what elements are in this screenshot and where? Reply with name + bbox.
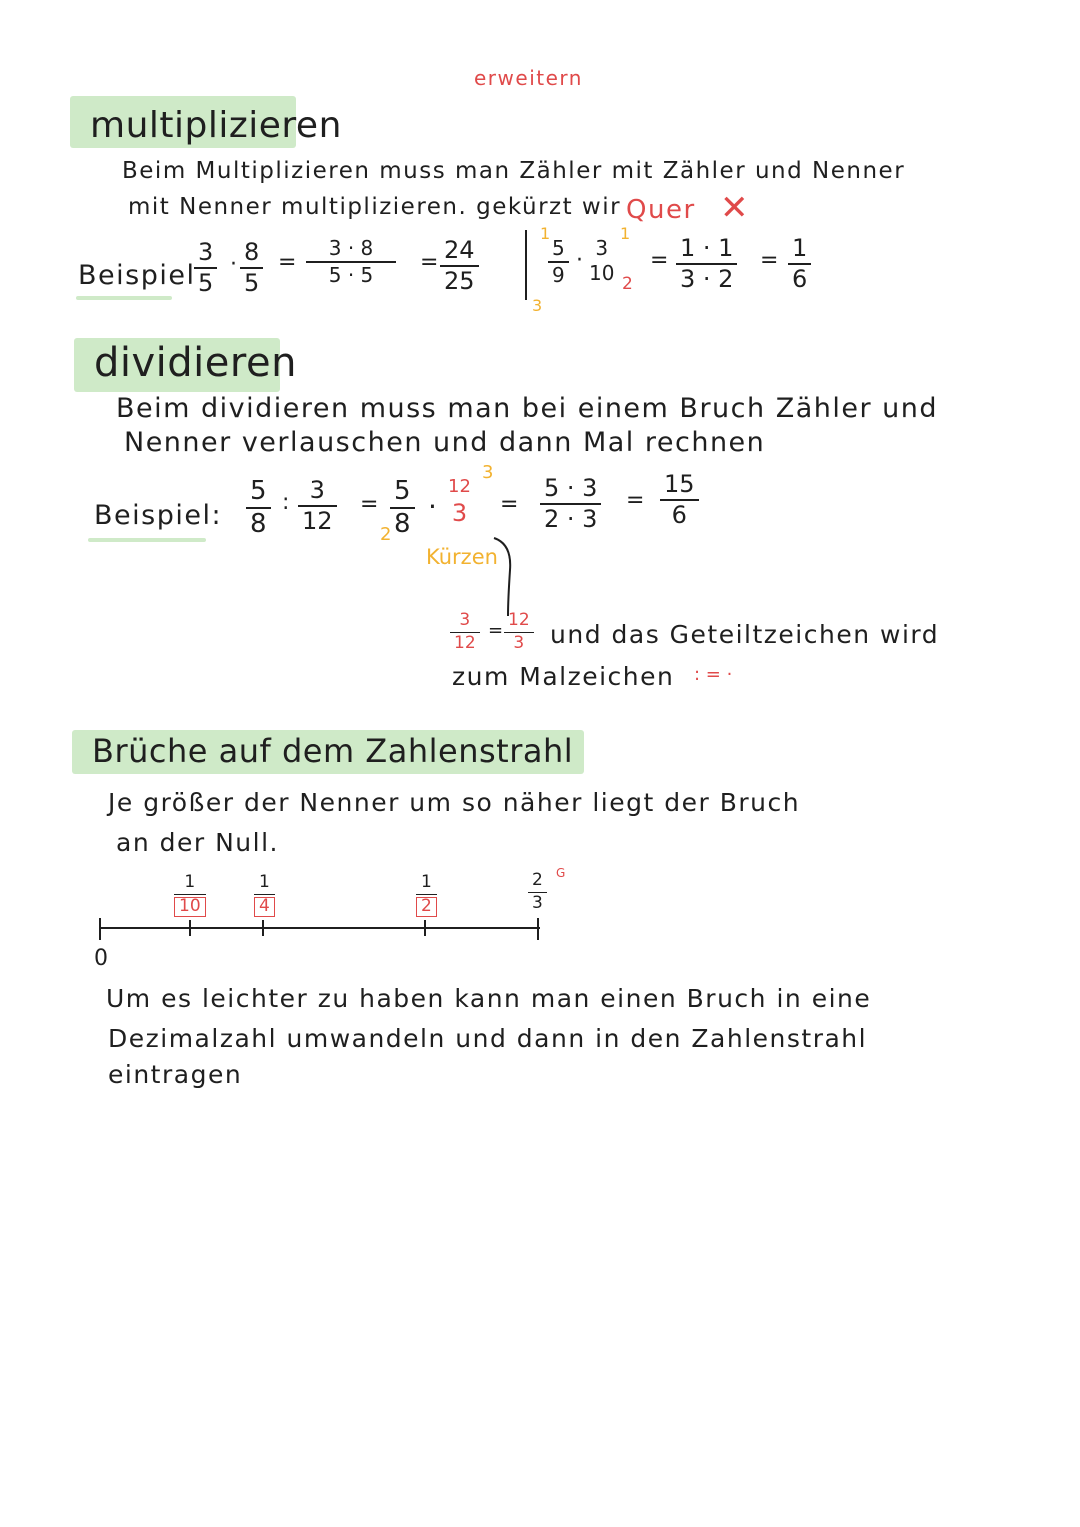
numberline-line2: an der Null. bbox=[116, 828, 279, 857]
div-dot: · bbox=[428, 490, 437, 523]
mult-cancel-1: 1 bbox=[540, 224, 551, 243]
note-symbols: : = · bbox=[694, 664, 733, 685]
kuerzen-label: Kürzen bbox=[426, 545, 498, 569]
multiply-line1: Beim Multiplizieren muss man Zähler mit Zähler und Nenner bbox=[122, 158, 906, 184]
div-cancel-2: 2 bbox=[380, 524, 392, 545]
divide-example-label: Beispiel: bbox=[94, 500, 223, 531]
numberline-zero: 0 bbox=[94, 946, 108, 971]
tick-label-3: $\frac{1}{2}$ bbox=[416, 874, 437, 917]
multiply-line2: mit Nenner multiplizieren. gekürzt wir bbox=[128, 194, 622, 220]
outro-line2: Dezimalzahl umwandeln und dann in den Zahlenstrahl bbox=[108, 1024, 868, 1053]
note-text-1: und das Geteiltzeichen wird bbox=[550, 620, 940, 649]
tick-label-1: $\frac{1}{10}$ bbox=[174, 874, 206, 917]
div-fraction-2: 3 12 bbox=[298, 478, 337, 534]
quer-label: Quer bbox=[626, 195, 696, 225]
div-fraction-5: 5 · 3 2 · 3 bbox=[540, 476, 601, 532]
outro-line1: Um es leichter zu haben kann man einen Bruch in eine bbox=[106, 984, 872, 1013]
note-fraction-2: 12 3 bbox=[504, 612, 534, 653]
mult-cancel-2: 2 bbox=[622, 274, 633, 294]
mult-divider bbox=[525, 230, 527, 300]
multiply-example-underline bbox=[76, 296, 172, 300]
mult-fraction-7: 1 · 1 3 · 2 bbox=[676, 236, 737, 292]
mult-dot-1: · bbox=[230, 252, 237, 277]
div-equals-2: = bbox=[500, 492, 519, 517]
mult-cancel-1b: 1 bbox=[620, 224, 631, 243]
note-equals: = bbox=[488, 620, 504, 641]
mult-equals-3: = bbox=[650, 248, 669, 273]
divide-heading: dividieren bbox=[94, 340, 297, 386]
div-fraction-6: 15 6 bbox=[660, 472, 699, 528]
mult-dot-2: · bbox=[576, 248, 583, 273]
div-fraction-4: 12 3 bbox=[448, 476, 471, 527]
mult-fraction-3: 3 · 8 5 · 5 bbox=[306, 238, 396, 286]
div-fraction-1: 5 8 bbox=[246, 478, 271, 539]
divide-line1: Beim dividieren muss man bei einem Bruch Zähler und bbox=[116, 393, 939, 424]
mult-equals-4: = bbox=[760, 248, 779, 273]
div-colon: : bbox=[282, 490, 290, 515]
multiply-example-label: Beispiel bbox=[78, 260, 196, 291]
multiply-heading: multiplizieren bbox=[90, 105, 342, 146]
numberline-heading: Brüche auf dem Zahlenstrahl bbox=[92, 732, 574, 770]
div-equals-1: = bbox=[360, 492, 379, 517]
numberline-line1: Je größer der Nenner um so näher liegt der Bruch bbox=[108, 788, 801, 817]
mult-fraction-6: 3 10 bbox=[589, 236, 615, 285]
divide-line2: Nenner verlauschen und dann Mal rechnen bbox=[124, 427, 766, 458]
div-cancel-3: 3 bbox=[482, 462, 494, 483]
mult-fraction-2: 8 5 bbox=[240, 240, 263, 296]
mult-fraction-4: 24 25 bbox=[440, 238, 479, 294]
note-fraction-1: 3 12 bbox=[450, 612, 480, 653]
tick-label-2: $\frac{1}{4}$ bbox=[254, 874, 275, 917]
outro-line3: eintragen bbox=[108, 1060, 243, 1089]
div-fraction-3: 5 8 bbox=[390, 478, 415, 539]
tick-extra-mark: G bbox=[556, 866, 566, 880]
mult-equals-1: = bbox=[278, 250, 297, 275]
kuerzen-arrow bbox=[490, 530, 520, 620]
mult-fraction-5: 5 9 bbox=[548, 238, 569, 286]
cross-symbol: ✕ bbox=[720, 188, 749, 228]
div-equals-3: = bbox=[626, 488, 645, 513]
tick-label-4: 2 3 bbox=[528, 872, 547, 913]
divide-example-underline bbox=[88, 538, 206, 542]
note-text-2: zum Malzeichen bbox=[452, 662, 675, 691]
mult-equals-2: = bbox=[420, 250, 439, 275]
number-line bbox=[90, 910, 560, 950]
mult-fraction-1: 3 5 bbox=[194, 240, 217, 296]
mult-cancel-3: 3 bbox=[532, 296, 543, 315]
top-note: erweitern bbox=[474, 66, 583, 90]
mult-fraction-8: 1 6 bbox=[788, 236, 811, 292]
